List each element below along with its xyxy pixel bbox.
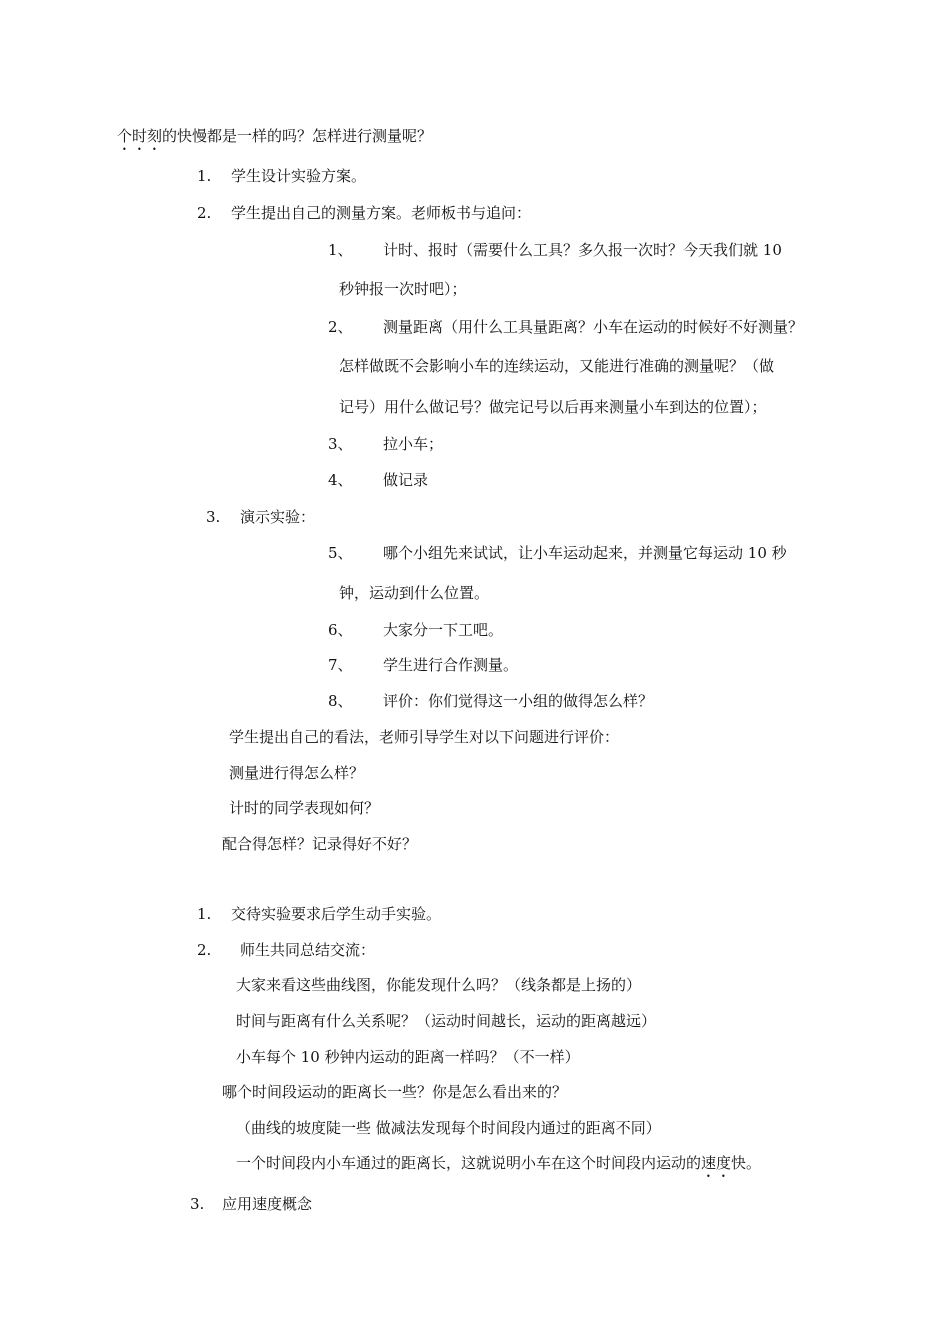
sub-item-number: 7、 [328, 656, 353, 674]
sub-item-text: 学生进行合作测量。 [383, 656, 519, 674]
item-text: 学生提出自己的测量方案。老师板书与追问： [231, 204, 532, 222]
sub-item-number: 6、 [328, 621, 353, 639]
conclusion-line [236, 1153, 761, 1181]
evaluation-line: 学生提出自己的看法，老师引导学生对以下问题进行评价： [229, 728, 620, 746]
discussion-line: 哪个时间段运动的距离长一些？你是怎么看出来的？ [222, 1083, 568, 1101]
item-text: 交待实验要求后学生动手实验。 [231, 905, 442, 923]
evaluation-line: 配合得怎样？记录得好不好？ [222, 835, 418, 853]
sub-item-text: 哪个小组先来试试，让小车运动起来，并测量它每运动 10 秒 [383, 544, 787, 562]
item-text: 演示实验： [240, 508, 316, 526]
sub-item-text: 秒钟报一次时吧）； [339, 280, 467, 298]
item-text: 应用速度概念 [222, 1195, 313, 1213]
evaluation-line: 测量进行得怎么样？ [229, 764, 365, 782]
sub-item-text: 记号）用什么做记号？做完记号以后再来测量小车到达的位置）； [339, 398, 767, 416]
sub-item-text: 大家分一下工吧。 [383, 621, 504, 639]
sub-item-text: 测量距离（用什么工具量距离？小车在运动的时候好不好测量？ [383, 318, 804, 336]
item-text: 师生共同总结交流： [240, 941, 376, 959]
discussion-line: （曲线的坡度陡一些 做减法发现每个时间段内通过的距离不同） [236, 1119, 661, 1137]
sub-item-text: 评价：你们觉得这一小组的做得怎么样？ [383, 692, 654, 710]
sub-item-text: 拉小车； [383, 435, 444, 453]
item-number: 3. [206, 508, 221, 526]
evaluation-line: 计时的同学表现如何？ [229, 799, 380, 817]
sub-item-number: 5、 [328, 544, 353, 562]
sub-item-text: 计时、报时（需要什么工具？多久报一次时？今天我们就 10 [383, 241, 782, 259]
intro-text: 的快慢都是一样的吗？怎样进行测量呢？ [162, 127, 433, 145]
intro-emphasis: 个时刻 [117, 127, 163, 145]
discussion-line: 小车每个 10 秒钟内运动的距离一样吗？（不一样） [236, 1048, 580, 1066]
sub-item-number: 4、 [328, 471, 353, 489]
sub-item-number: 3、 [328, 435, 353, 453]
sub-item-number: 2、 [328, 318, 353, 336]
intro-line [117, 126, 432, 154]
sub-item-text: 怎样做既不会影响小车的连续运动，又能进行准确的测量呢？（做 [339, 357, 775, 375]
discussion-line: 大家来看这些曲线图，你能发现什么吗？（线条都是上扬的） [236, 976, 642, 994]
sub-item-number: 1、 [328, 241, 353, 259]
conclusion-text: 一个时间段内小车通过的距离长，这就说明小车在这个时间段内运动的 [236, 1154, 702, 1172]
item-text: 学生设计实验方案。 [231, 167, 367, 185]
discussion-line: 时间与距离有什么关系呢？（运动时间越长，运动的距离越远） [236, 1012, 657, 1030]
conclusion-text-end: 快。 [731, 1154, 762, 1172]
item-number: 3. [190, 1195, 205, 1213]
item-number: 2. [197, 941, 212, 959]
sub-item-text: 做记录 [383, 471, 429, 489]
item-number: 1. [197, 905, 212, 923]
item-number: 1. [197, 167, 212, 185]
item-number: 2. [197, 204, 212, 222]
sub-item-text: 钟，运动到什么位置。 [339, 584, 490, 602]
conclusion-emphasis: 速度 [701, 1154, 732, 1172]
sub-item-number: 8、 [328, 692, 353, 710]
